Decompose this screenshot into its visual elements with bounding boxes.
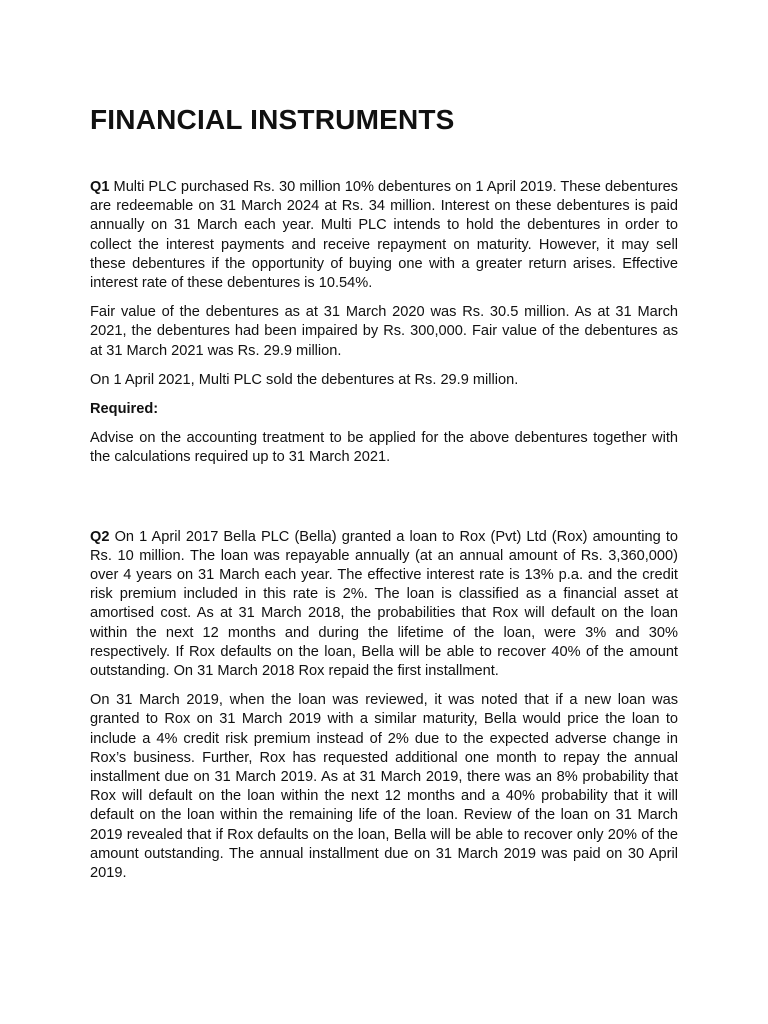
q1-paragraph-2: Fair value of the debentures as at 31 March 2020 was Rs. 30.5 million. As at 31 March 2021, the debentures had been impaired by Rs. 300,000. Fair value of the debentures as at 31 March 2021 was Rs. 29.9 million. (90, 304, 678, 359)
q2-number: Q2 (90, 528, 110, 545)
q1-required-text: Advise on the accounting treatment to be applied for the above debentures together with the calculations required up to 31 March 2021. (90, 430, 678, 466)
q1-paragraph-1 (90, 178, 678, 293)
document-page (90, 100, 678, 893)
document-title: FINANCIAL INSTRUMENTS (90, 104, 455, 135)
q1-number: Q1 (90, 179, 110, 195)
question-1 (90, 178, 678, 468)
q1-paragraph-3: On 1 April 2021, Multi PLC sold the debentures at Rs. 29.9 million. (90, 371, 519, 388)
q1-required-label: Required: (90, 401, 159, 418)
q1-text-1: Multi PLC purchased Rs. 30 million 10% debentures on 1 April 2019. These debentures are redeemable on 31 March 2024 at Rs. 34 million. Interest on these debentures is paid annually on 31 March each year. Multi PLC intends to hold the debentures in order to collect the interest payments and receive repayment on maturity. However, it may sell these debentures if the opportunity of buying one with a greater return arises. Effective interest rate of these debentures is 10.54%. (90, 179, 678, 292)
q2-text-1: On 1 April 2017 Bella PLC (Bella) granted a loan to Rox (Pvt) Ltd (Rox) amounting to Rs. 10 million. The loan was repayable annually (at an annual amount of Rs. 3,360,000) over 4 years on 31 March each year. The effective interest rate is 13% p.a. and the credit risk premium included in this rate is 2%. The loan is classified as a financial asset at amortised cost. As at 31 March 2018, the probabilities that Rox will default on the loan within the next 12 months and during the lifetime of the loan, were 3% and 30% respectively. If Rox defaults on the loan, Bella will be able to recover 40% of the amount outstanding. On 31 March 2018 Rox repaid the first installment. (90, 528, 678, 680)
section-spacer (90, 478, 678, 528)
q2-paragraph-1 (90, 528, 678, 682)
q2-paragraph-2: On 31 March 2019, when the loan was reviewed, it was noted that if a new loan was granted to Rox on 31 March 2019 with a similar maturity, Bella would price the loan to include a 4% credit risk premium instead of 2% due to the expected adverse change in Rox’s business. Further, Rox has requested additional one month to repay the annual installment due on 31 March 2019. As at 31 March 2019, there was an 8% probability that Rox will default on the loan within the next 12 months and a 40% probability that it will default on the loan within the remaining life of the loan. Review of the loan on 31 March 2019 revealed that if Rox defaults on the loan, Bella will be able to recover only 20% of the amount outstanding. The annual installment due on 31 March 2019 was paid on 30 April 2019. (90, 692, 678, 882)
question-2 (90, 528, 678, 884)
